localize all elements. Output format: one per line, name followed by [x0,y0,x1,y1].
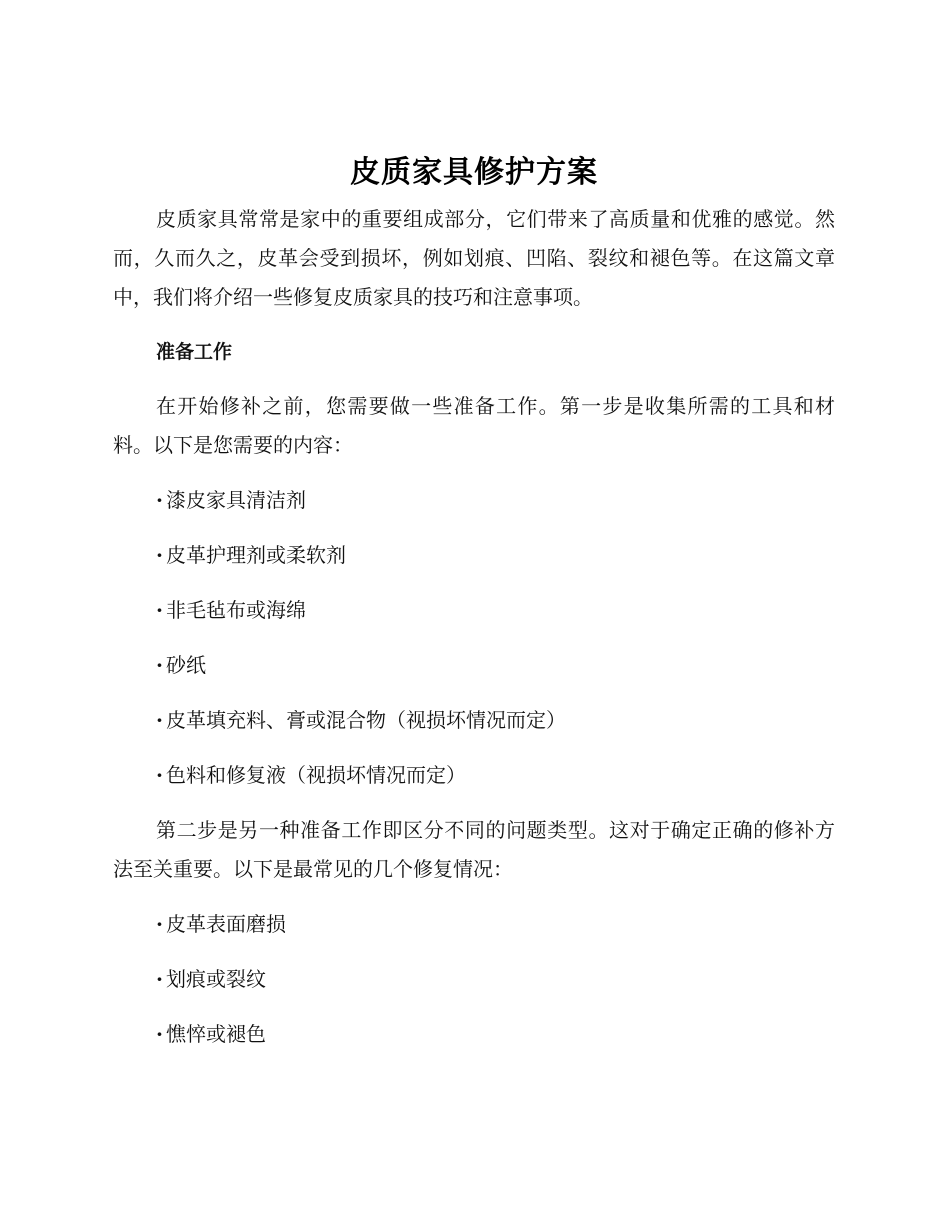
list-item-text: 非毛毡布或海绵 [166,598,306,622]
bullet-icon: · [156,488,163,512]
list-item-text: 砂纸 [166,653,206,677]
list-item [156,646,835,685]
bullet-icon: · [156,543,163,567]
bullet-icon: · [156,1022,163,1046]
intro-paragraph: 皮质家具常常是家中的重要组成部分，它们带来了高质量和优雅的感觉。然而，久而久之，皮革会受到损坏，例如划痕、凹陷、裂纹和褪色等。在这篇文章中，我们将介绍一些修复皮质家具的技巧和注意事项。 [113,207,835,309]
list-item [156,756,835,795]
list-item [156,591,835,630]
list-item [156,1015,835,1054]
list-item [156,960,835,999]
bullet-icon: · [156,653,163,677]
list-item-text: 憔悴或褪色 [166,1022,266,1046]
issues-list [113,905,835,1054]
bullet-icon: · [156,708,163,732]
list-item-text: 划痕或裂纹 [166,967,266,991]
document-title: 皮质家具修护方案 [350,155,598,190]
list-item-text: 漆皮家具清洁剂 [166,488,306,512]
list-item-text: 皮革护理剂或柔软剂 [166,543,346,567]
preparation-paragraph: 在开始修补之前，您需要做一些准备工作。第一步是收集所需的工具和材料。以下是您需要的内容： [113,394,835,457]
bullet-icon: · [156,763,163,787]
bullet-icon: · [156,598,163,622]
list-item [156,905,835,944]
bullet-icon: · [156,912,163,936]
list-item-text: 色料和修复液（视损坏情况而定） [166,763,466,787]
list-item [156,481,835,520]
document-page [113,150,835,1054]
section-heading-preparation: 准备工作 [156,341,233,363]
list-item [156,701,835,740]
bullet-icon: · [156,967,163,991]
step-two-paragraph: 第二步是另一种准备工作即区分不同的问题类型。这对于确定正确的修补方法至关重要。以下是最常见的几个修复情况： [113,818,835,881]
tools-list [113,481,835,795]
list-item [156,536,835,575]
list-item-text: 皮革表面磨损 [166,912,286,936]
list-item-text: 皮革填充料、膏或混合物（视损坏情况而定） [166,708,566,732]
